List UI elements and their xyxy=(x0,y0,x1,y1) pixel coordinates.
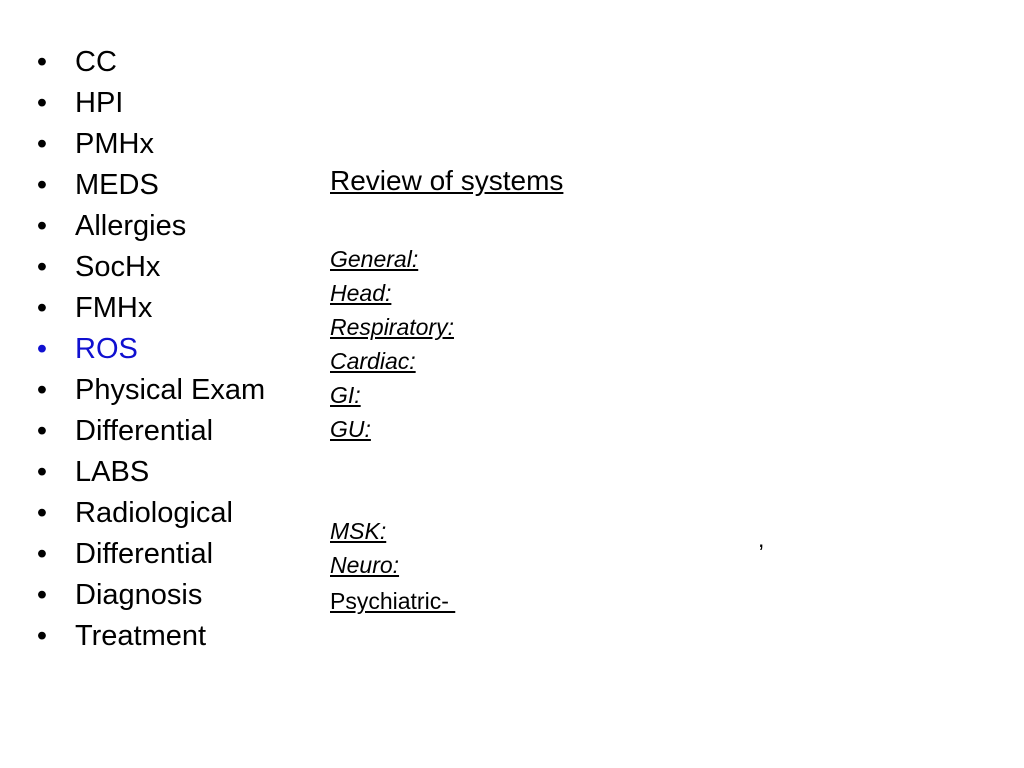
bullet-icon: • xyxy=(36,292,48,324)
outline-item-label: Allergies xyxy=(75,210,187,242)
outline-item-differential-2 xyxy=(32,534,265,575)
bullet-icon: • xyxy=(36,46,48,78)
bullet-icon: • xyxy=(36,415,48,447)
outline-item-label: LABS xyxy=(75,456,150,488)
bullet-icon: • xyxy=(36,456,48,488)
outline-item-sochx xyxy=(32,247,265,288)
bullet-icon: • xyxy=(36,620,48,652)
ros-gi: GI: xyxy=(330,382,361,408)
outline-item-meds xyxy=(32,165,265,206)
outline-item-label: HPI xyxy=(75,87,124,119)
outline-item-label: Physical Exam xyxy=(75,374,266,406)
outline-item-physical-exam xyxy=(32,370,265,411)
outline-item-label: Differential xyxy=(75,538,214,570)
bullet-icon: • xyxy=(36,333,48,365)
ros-cardiac: Cardiac: xyxy=(330,348,416,374)
outline-item-label: ROS xyxy=(75,333,138,365)
stray-comma: , xyxy=(758,526,765,552)
outline-item-pmhx xyxy=(32,124,265,165)
ros-general: General: xyxy=(330,246,419,272)
bullet-icon: • xyxy=(36,128,48,160)
ros-psychiatric: Psychiatric- xyxy=(330,588,456,614)
outline-item-ros xyxy=(32,329,265,370)
ros-gu: GU: xyxy=(330,416,371,442)
outline-item-diagnosis xyxy=(32,575,265,616)
outline-item-treatment xyxy=(32,616,265,657)
history-outline-list xyxy=(32,42,265,657)
ros-neuro: Neuro: xyxy=(330,552,400,578)
outline-item-allergies xyxy=(32,206,265,247)
outline-item-radiological xyxy=(32,493,265,534)
outline-item-label: Radiological xyxy=(75,497,233,529)
bullet-icon: • xyxy=(36,538,48,570)
outline-item-label: SocHx xyxy=(75,251,161,283)
outline-item-label: Treatment xyxy=(75,620,207,652)
bullet-icon: • xyxy=(36,251,48,283)
outline-item-hpi xyxy=(32,83,265,124)
bullet-icon: • xyxy=(36,87,48,119)
ros-respiratory: Respiratory: xyxy=(330,314,454,340)
outline-item-label: Diagnosis xyxy=(75,579,203,611)
outline-item-label: MEDS xyxy=(75,169,159,201)
outline-item-label: FMHx xyxy=(75,292,153,324)
outline-item-label: PMHx xyxy=(75,128,154,160)
bullet-icon: • xyxy=(36,169,48,201)
ros-msk: MSK: xyxy=(330,518,387,544)
bullet-icon: • xyxy=(36,579,48,611)
bullet-icon: • xyxy=(36,374,48,406)
outline-item-differential xyxy=(32,411,265,452)
outline-item-label: CC xyxy=(75,46,117,78)
bullet-icon: • xyxy=(36,497,48,529)
outline-item-fmhx xyxy=(32,288,265,329)
outline-item-cc xyxy=(32,42,265,83)
outline-item-labs xyxy=(32,452,265,493)
ros-head: Head: xyxy=(330,280,392,306)
outline-item-label: Differential xyxy=(75,415,214,447)
ros-title: Review of systems xyxy=(330,165,564,196)
bullet-icon: • xyxy=(36,210,48,242)
